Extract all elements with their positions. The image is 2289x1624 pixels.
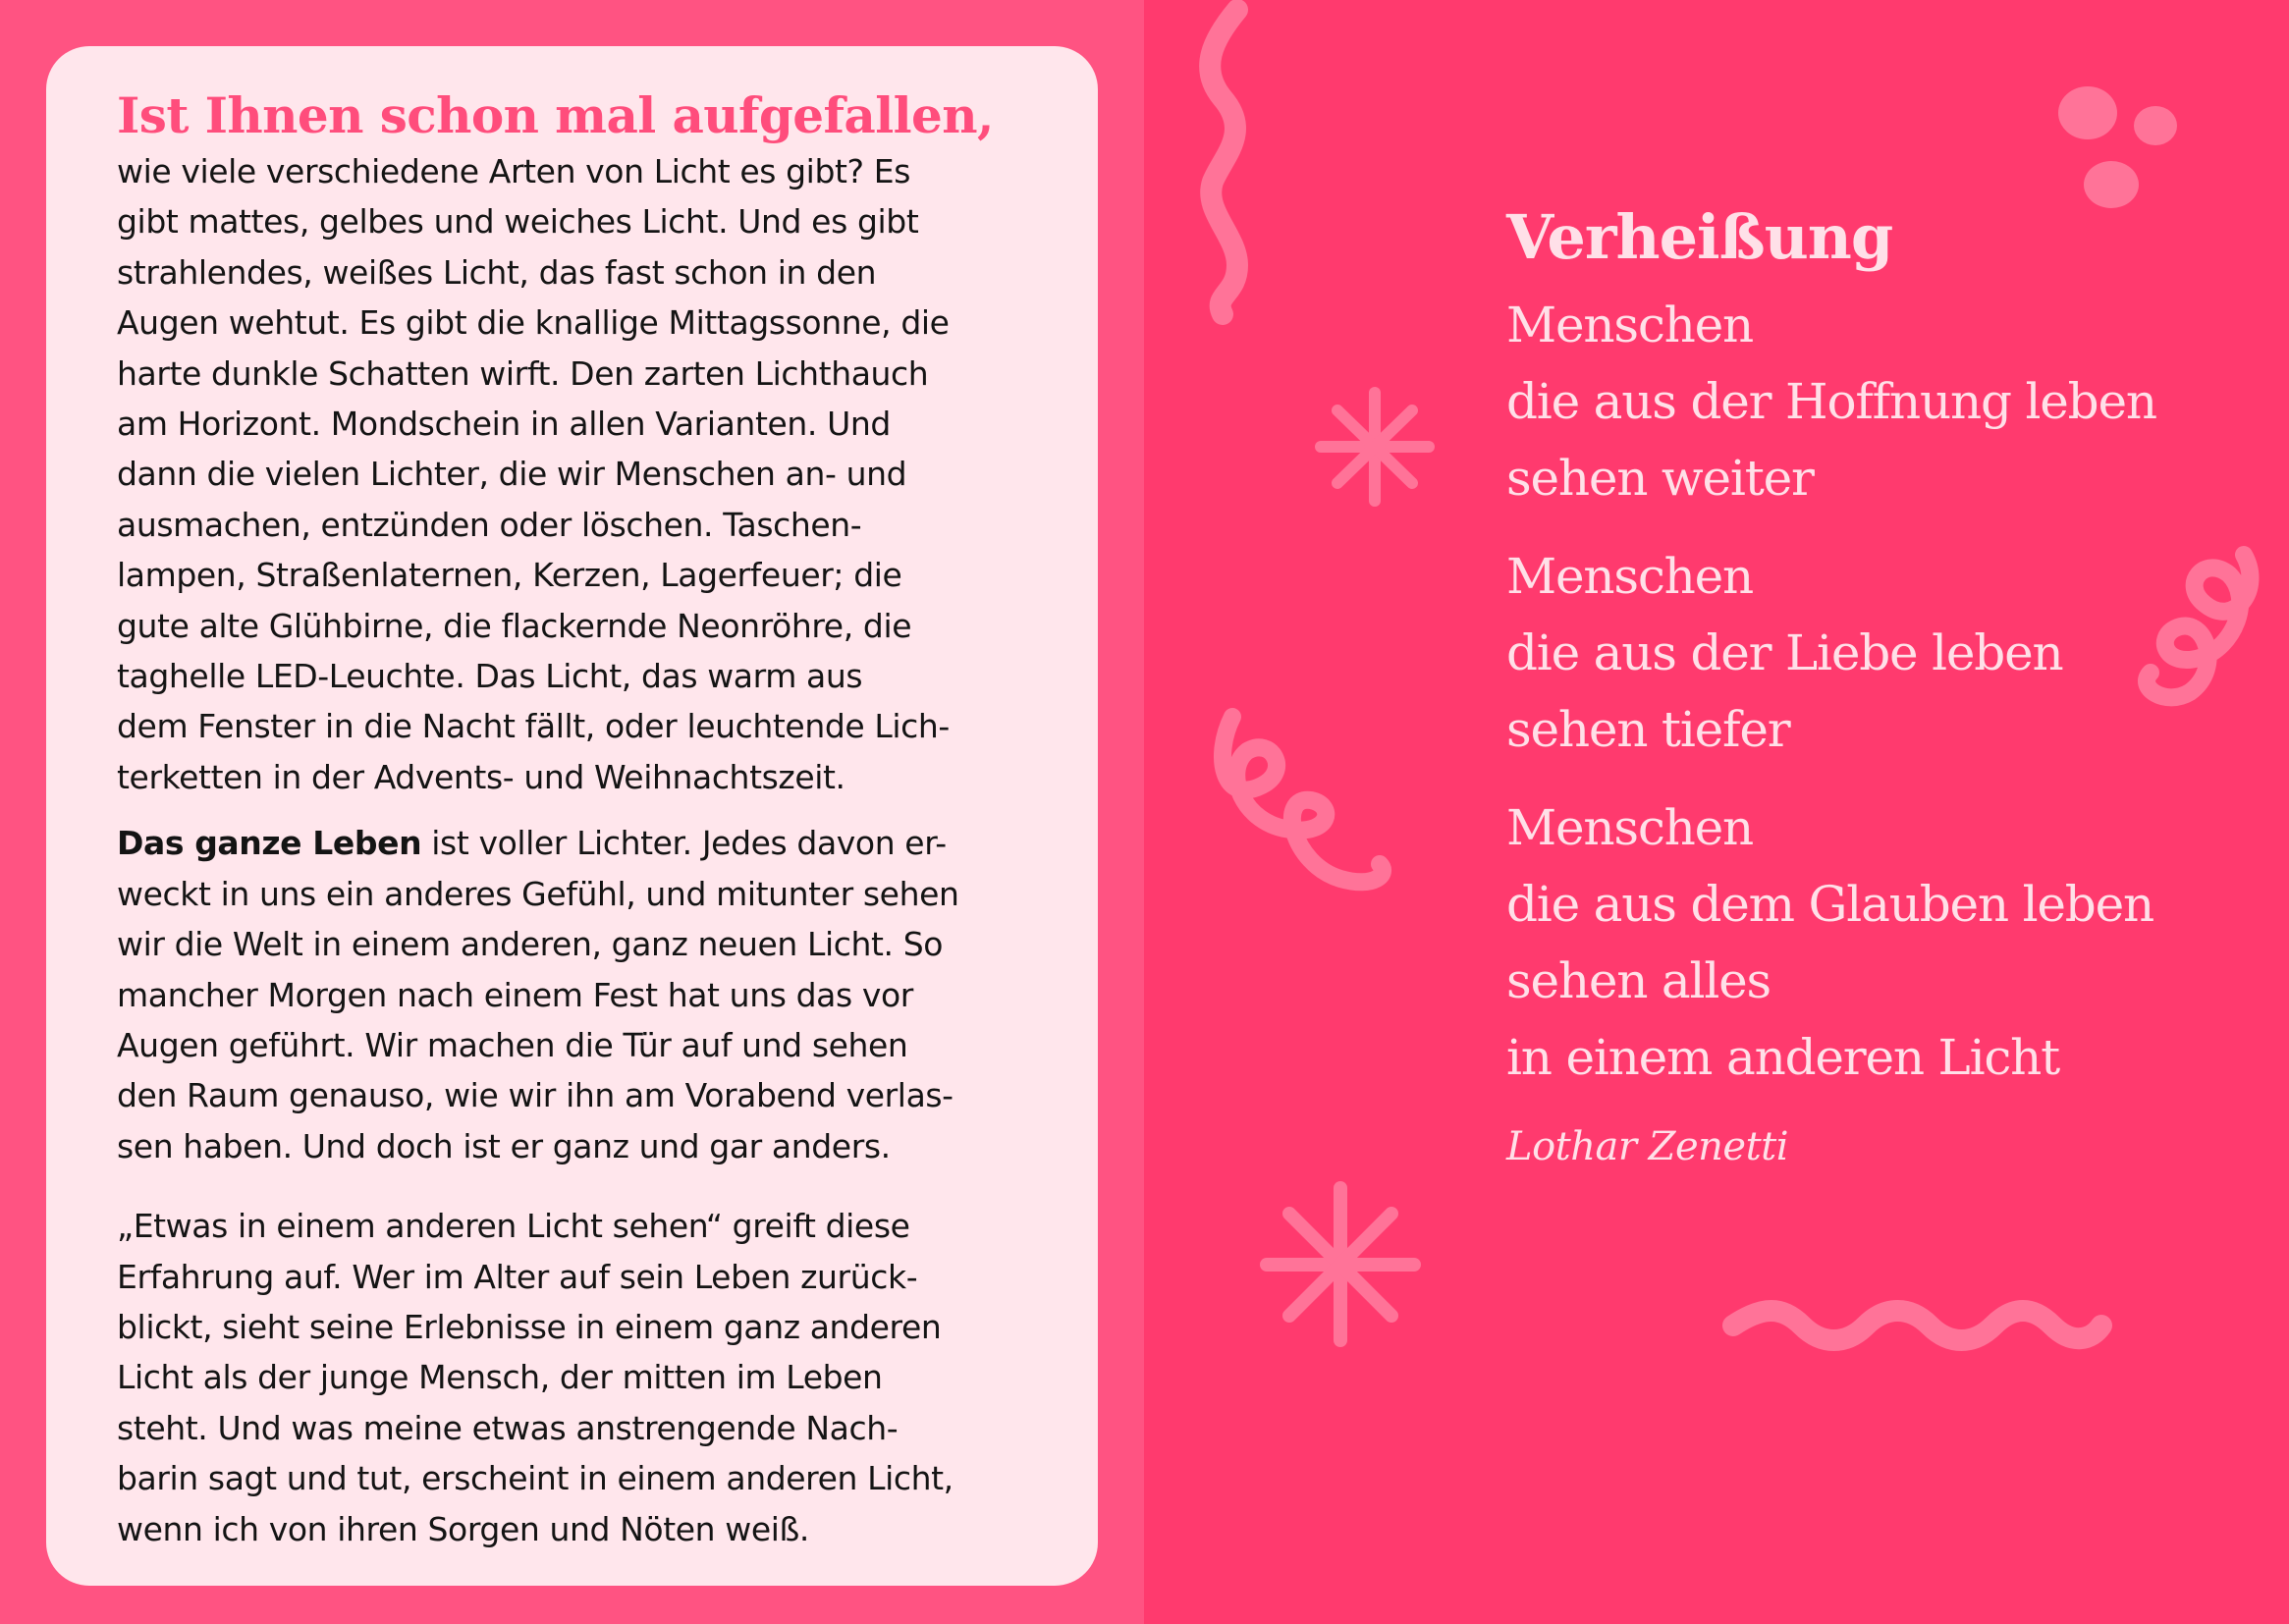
poem-title: Verheißung [1506, 201, 1893, 273]
paragraph-lead: Das ganze Leben [117, 824, 422, 863]
left-page [0, 0, 1144, 1624]
paragraph-line: „Etwas in einem anderen Licht sehen“ greift diese [117, 1207, 910, 1246]
squiggle-icon [1210, 10, 1237, 314]
poem-stanza [1506, 287, 2233, 516]
paragraph-line: ausmachen, entzünden oder löschen. Taschen- [117, 505, 862, 544]
paragraph-line: harte dunkle Schatten wirft. Den zarten Lichthauch [117, 353, 929, 393]
paragraph-line [117, 818, 1079, 868]
poem-line: in einem anderen Licht [1506, 1029, 2060, 1086]
poem-line: die aus der Liebe leben [1506, 624, 2063, 681]
paragraph-line: weckt in uns ein anderes Gefühl, und mitunter sehen [117, 874, 959, 913]
paragraph-line: wie viele verschiedene Arten von Licht es gibt? Es [117, 152, 910, 190]
poem-stanza [1506, 789, 2233, 1096]
poem-stanza [1506, 538, 2233, 768]
paragraph-3 [117, 1201, 1079, 1554]
asterisk-icon [1267, 1188, 1414, 1340]
paragraph-line: gibt mattes, gelbes und weiches Licht. Und es gibt [117, 202, 919, 242]
paragraph-line: wir die Welt in einem anderen, ganz neuen Licht. So [117, 925, 944, 964]
paragraph-line: taghelle LED-Leuchte. Das Licht, das warm aus [117, 657, 863, 696]
wave-icon [1733, 1311, 2101, 1340]
paragraph-line: gute alte Glühbirne, die flackernde Neonröhre, die [117, 606, 912, 645]
card-content [117, 85, 1079, 1554]
paragraph-line: blickt, sieht seine Erlebnisse in einem ganz anderen [117, 1307, 942, 1346]
paragraph-line: den Raum genauso, wie wir ihn am Vorabend verlas- [117, 1076, 954, 1115]
paragraph-line: Augen wehtut. Es gibt die knallige Mittagssonne, die [117, 303, 950, 343]
poem-line: Menschen [1506, 799, 1754, 856]
paragraph-line: wenn ich von ihren Sorgen und Nöten weiß. [117, 1509, 809, 1548]
card-heading: Ist Ihnen schon mal aufgefallen, [117, 86, 994, 144]
paragraph-line: Licht als der junge Mensch, der mitten im Leben [117, 1358, 883, 1397]
paragraph-1 [117, 146, 1079, 802]
poem-line: sehen alles [1506, 952, 1771, 1009]
paragraph-line: Erfahrung auf. Wer im Alter auf sein Leben zurück- [117, 1257, 918, 1296]
paragraph-line: am Horizont. Mondschein in allen Varianten. Und [117, 405, 891, 444]
poem-line: die aus dem Glauben leben [1506, 876, 2153, 933]
paragraph-line: mancher Morgen nach einem Fest hat uns das vor [117, 975, 913, 1014]
paragraph-line: dem Fenster in die Nacht fällt, oder leuchtende Lich- [117, 707, 950, 746]
paragraph-line: terketten in der Advents- und Weihnachtszeit. [117, 757, 845, 796]
asterisk-icon [1321, 393, 1429, 501]
poem [1506, 196, 2233, 1176]
poem-line: Menschen [1506, 297, 1754, 353]
paragraph-line: Augen geführt. Wir machen die Tür auf und sehen [117, 1025, 908, 1064]
poem-line: sehen weiter [1506, 450, 1814, 507]
paragraph-line: dann die vielen Lichter, die wir Menschen an- und [117, 455, 907, 494]
paragraph-2 [117, 818, 1079, 1171]
dots-icon [2058, 86, 2177, 208]
paragraph-line-rest: ist voller Lichter. Jedes davon er- [421, 824, 947, 863]
paragraph-line: strahlendes, weißes Licht, das fast schon in den [117, 252, 877, 292]
text-card [46, 46, 1098, 1586]
paragraph-line: lampen, Straßenlaternen, Kerzen, Lagerfeuer; die [117, 556, 902, 595]
poem-author: Lothar Zenetti [1506, 1124, 1789, 1169]
paragraph-line: steht. Und was meine etwas anstrengende Nach- [117, 1408, 899, 1447]
poem-line: sehen tiefer [1506, 701, 1790, 758]
curl-icon [1223, 717, 1383, 882]
poem-line: die aus der Hoffnung leben [1506, 373, 2156, 430]
paragraph-line: sen haben. Und doch ist er ganz und gar anders. [117, 1126, 891, 1165]
paragraph-line: barin sagt und tut, erscheint in einem anderen Licht, [117, 1459, 954, 1498]
poem-line: Menschen [1506, 548, 1754, 605]
